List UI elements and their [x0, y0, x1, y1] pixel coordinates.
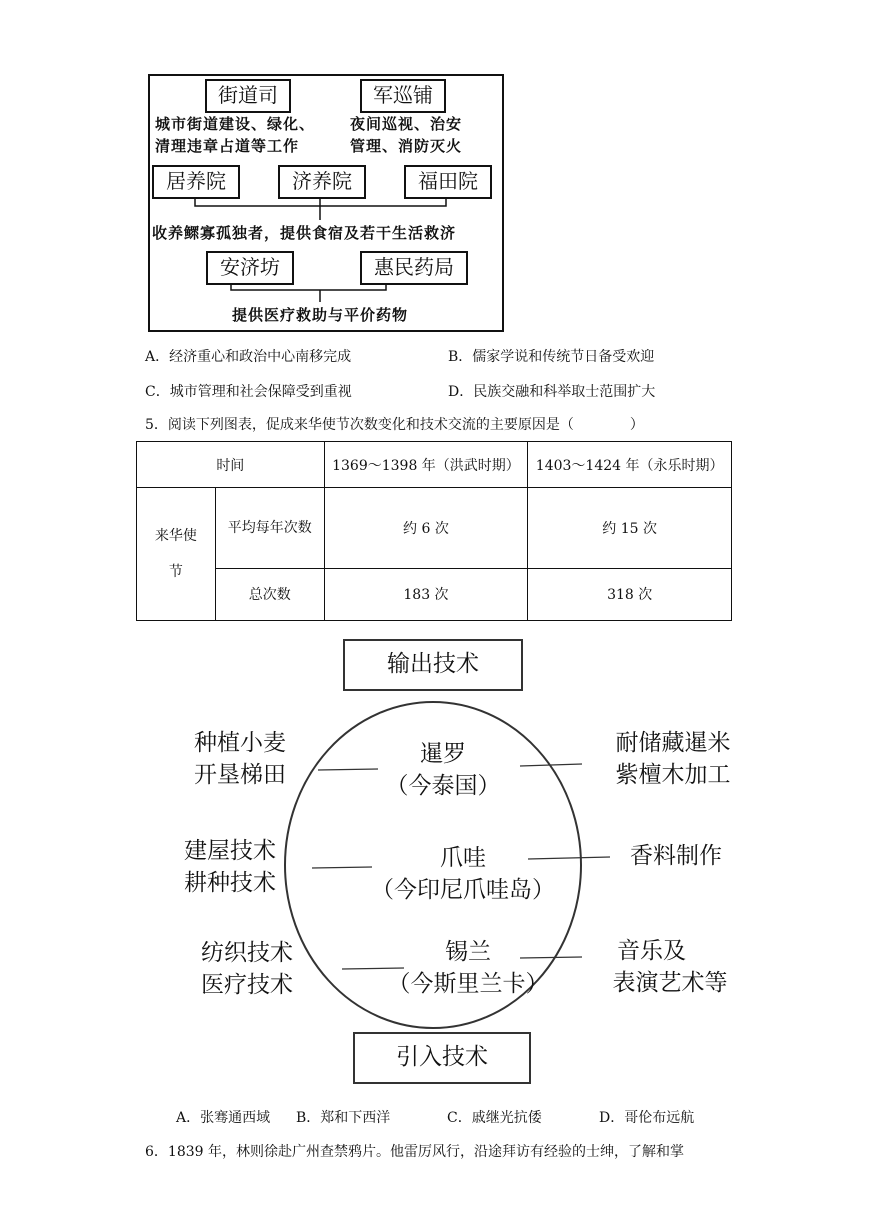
juyangyuan-box: [152, 165, 240, 199]
ceylon-import: [187, 937, 307, 1001]
q5-option-d: D．哥伦布远航: [599, 1110, 695, 1126]
junxunpu-box: [360, 79, 446, 113]
row-annual-label-cell: [215, 488, 324, 568]
java-import: [170, 835, 290, 899]
row-total-label: 总次数: [215, 568, 324, 620]
jiyangyuan-box: [278, 165, 366, 199]
q5-option-c: C．戚继光抗倭: [447, 1110, 542, 1126]
export-tech-box: [343, 639, 523, 691]
java-import-2: 耕种技术: [184, 870, 276, 896]
siam-name: 暹罗: [420, 741, 466, 767]
envoy-table: [136, 441, 732, 621]
java-export-1: 香料制作: [630, 843, 722, 869]
huiminyaoju-box: [360, 251, 468, 285]
java-sub: （今印尼爪哇岛）: [371, 877, 555, 903]
junxunpu-desc-line2: 管理、消防灭火: [350, 137, 463, 155]
jiyangyuan-label: 济养院: [292, 169, 352, 193]
jiedaosi-desc-line1: 城市街道建设、绿化、: [155, 115, 316, 133]
relief-desc: 收养鳏寡孤独者，提供食宿及若干生活救济: [152, 224, 457, 242]
ceylon-export-2: 表演艺术等: [612, 970, 728, 996]
total-hongwu: 183 次: [324, 568, 528, 620]
total-yongle: 318 次: [528, 568, 732, 620]
ceylon-name: 锡兰: [445, 939, 491, 965]
futianyuan-box: [404, 165, 492, 199]
q5-option-b: B．郑和下西洋: [296, 1110, 391, 1126]
ceylon-export-1: 音乐及: [617, 938, 686, 964]
junxunpu-desc-line1: 夜间巡视、治安: [350, 115, 463, 133]
junxunpu-desc: [350, 113, 500, 157]
ceylon-label: [383, 936, 553, 1000]
import-tech-box: [353, 1032, 531, 1084]
ceylon-import-2: 医疗技术: [201, 972, 293, 998]
futianyuan-label: 福田院: [418, 169, 478, 193]
medical-desc: 提供医疗救助与平价药物: [232, 306, 409, 324]
juyangyuan-label: 居养院: [166, 169, 226, 193]
siam-import: [180, 727, 300, 791]
q4-option-b: B．儒家学说和传统节日备受欢迎: [448, 349, 655, 365]
siam-export: [600, 727, 746, 791]
row-group-envoys: [137, 488, 216, 621]
jiedaosi-desc: [155, 113, 355, 157]
ceylon-export: [597, 935, 743, 999]
row-annual-label: 平均每年次数: [227, 519, 312, 536]
siam-label: [373, 738, 513, 802]
header-hongwu: 1369～1398 年（洪武时期）: [324, 442, 528, 488]
jiedaosi-box: [205, 79, 291, 113]
siam-import-1: 种植小麦: [194, 730, 286, 756]
annual-yongle: 约 15 次: [528, 488, 732, 568]
ceylon-import-1: 纺织技术: [201, 940, 293, 966]
row-group-label: 来华使节: [154, 528, 197, 581]
junxunpu-label: 军巡铺: [373, 83, 433, 107]
header-time: 时间: [137, 442, 325, 488]
annual-hongwu: 约 6 次: [324, 488, 528, 568]
siam-import-2: 开垦梯田: [194, 762, 286, 788]
import-tech-label: 引入技术: [396, 1044, 488, 1070]
java-export: [616, 840, 736, 872]
q6-stem: 6．1839 年，林则徐赴广州查禁鸦片。他雷厉风行，沿途拜访有经验的士绅，了解和掌: [145, 1144, 684, 1160]
q4-option-c: C．城市管理和社会保障受到重视: [145, 384, 352, 400]
q4-option-a: A．经济重心和政治中心南移完成: [145, 349, 352, 365]
java-name: 爪哇: [440, 845, 486, 871]
ceylon-sub: （今斯里兰卡）: [387, 971, 549, 997]
siam-export-1: 耐储藏暹米: [615, 730, 731, 756]
jiedaosi-desc-line2: 清理违章占道等工作: [155, 137, 300, 155]
anjifang-label: 安济坊: [220, 255, 280, 279]
java-label: [363, 842, 563, 906]
jiedaosi-label: 街道司: [218, 83, 278, 107]
q4-option-d: D．民族交融和科举取士范围扩大: [448, 384, 656, 400]
anjifang-box: [206, 251, 294, 285]
export-tech-label: 输出技术: [387, 651, 479, 677]
q5-stem: 5．阅读下列图表，促成来华使节次数变化和技术交流的主要原因是（ ）: [145, 417, 644, 433]
q5-option-a: A．张骞通西域: [176, 1110, 271, 1126]
siam-sub: （今泰国）: [385, 773, 501, 799]
header-yongle: 1403～1424 年（永乐时期）: [528, 442, 732, 488]
java-import-1: 建屋技术: [184, 838, 276, 864]
huiminyaoju-label: 惠民药局: [374, 255, 454, 279]
siam-export-2: 紫檀木加工: [615, 762, 731, 788]
